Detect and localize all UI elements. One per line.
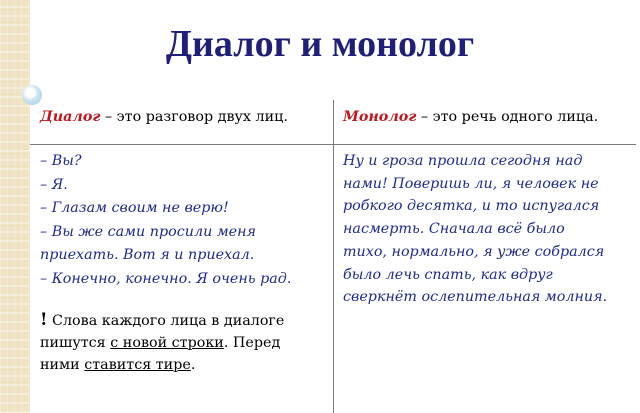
rule-underlined-new-line: с новой строки (110, 335, 224, 351)
dialog-line: – Я. (40, 176, 68, 193)
exclamation-mark: ! (40, 310, 48, 330)
monolog-line: сверкнёт ослепительная молния. (343, 289, 608, 306)
monolog-line: робкого десятка, и то испугался (343, 198, 600, 215)
dialog-line: – Глазам своим не верю! (40, 200, 229, 216)
dialog-line: – Вы же сами просили меня (40, 223, 257, 240)
rule-text: . (190, 357, 196, 373)
dialog-line: – Конечно, конечно. Я очень рад. (40, 270, 292, 287)
dialog-term: Диалог (40, 109, 101, 125)
monolog-example (343, 150, 607, 309)
monolog-line: нами! Поверишь ли, я человек не (343, 175, 599, 192)
page-title: Диалог и монолог (165, 23, 475, 65)
dialog-definition (40, 106, 288, 128)
rule-text: Слова каждого лица в диалоге (47, 313, 285, 329)
dialog-rule-note (40, 309, 284, 376)
monolog-term: Монолог (343, 109, 417, 125)
monolog-definition (343, 106, 598, 128)
rule-text: пишутся (40, 335, 111, 351)
monolog-line: Ну и гроза прошла сегодня над (343, 153, 583, 169)
dialog-example (40, 150, 291, 291)
rule-text: ними (40, 357, 85, 373)
comparison-table (30, 100, 636, 413)
monolog-line: насмерть. Сначала всё было (343, 221, 565, 238)
dialog-line: – Вы? (40, 153, 82, 169)
rule-underlined-dash: ставится тире (84, 357, 191, 373)
rule-text: . Перед (223, 335, 281, 351)
monolog-line: тихо, нормально, я уже собрался (343, 243, 605, 260)
table-vertical-divider (333, 100, 334, 413)
monolog-definition-text: – это речь одного лица. (416, 109, 599, 125)
dialog-line: приехать. Вот я и приехал. (40, 247, 255, 263)
dialog-definition-text: – это разговор двух лиц. (100, 109, 288, 125)
monolog-line: было лечь спать, как вдруг (343, 266, 553, 283)
